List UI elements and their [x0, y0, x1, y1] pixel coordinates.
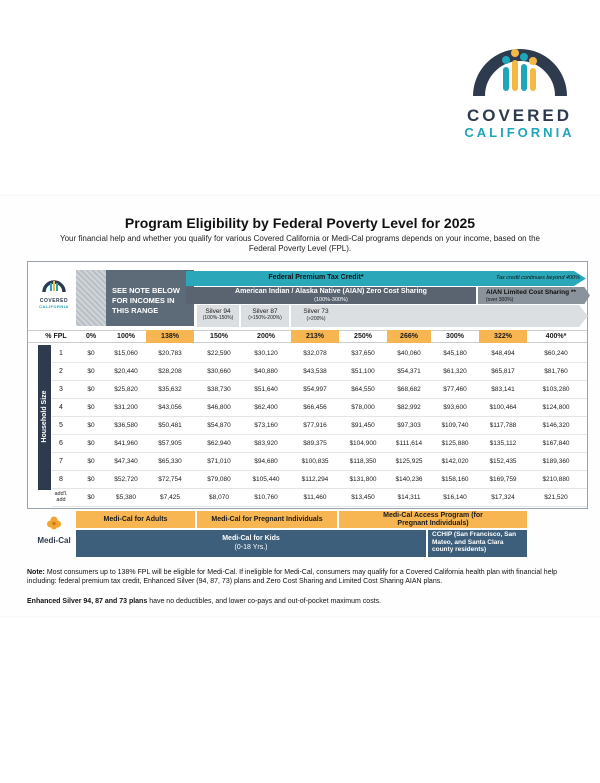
income-cell: $21,520: [544, 494, 568, 501]
household-size-value: 3: [59, 386, 63, 393]
enhanced-paragraph: [27, 597, 582, 606]
income-cell: $52,720: [114, 476, 138, 483]
household-size-value: 4: [59, 404, 63, 411]
aian-range: (100%-300%): [314, 297, 348, 303]
medi-cal-access-program: Medi-Cal Access Program (for Pregnant Individuals): [339, 511, 527, 528]
income-cell: $93,600: [443, 404, 467, 411]
income-cell: $35,632: [158, 386, 182, 393]
income-cell: $100,464: [489, 404, 517, 411]
income-cell: $97,303: [397, 422, 421, 429]
income-cell: $45,180: [443, 350, 467, 357]
income-cell: $25,820: [114, 386, 138, 393]
logo-arch-icon: [465, 22, 575, 102]
income-cell: $78,000: [351, 404, 375, 411]
income-cell: $47,340: [114, 458, 138, 465]
fpl-header-cell: 100%: [117, 333, 135, 340]
household-size-value: add'l. add: [54, 491, 68, 503]
chart-logo: [36, 271, 72, 311]
income-cell: $0: [87, 386, 95, 393]
income-cell: $54,371: [397, 368, 421, 375]
table-row: [52, 416, 587, 417]
income-cell: $79,080: [207, 476, 231, 483]
page-subtitle: Your financial help and whether you qualify for various Covered California or Medi-Cal programs depends on your income, based on the Federal Poverty Level (FPL).: [60, 234, 540, 253]
medi-cal-pregnant: Medi-Cal for Pregnant Individuals: [197, 511, 337, 528]
income-cell: $48,494: [491, 350, 515, 357]
income-cell: $210,880: [542, 476, 570, 483]
income-cell: $61,320: [443, 368, 467, 375]
household-size-value: 6: [59, 440, 63, 447]
income-cell: $77,916: [303, 422, 327, 429]
income-cell: $91,450: [351, 422, 375, 429]
poppy-icon: [46, 515, 62, 531]
table-row: [52, 362, 587, 363]
see-note-band: [106, 270, 194, 326]
income-cell: $16,140: [443, 494, 467, 501]
household-size-value: 2: [59, 368, 63, 375]
income-cell: $36,580: [114, 422, 138, 429]
chart-logo-word2: CALIFORNIA: [39, 304, 69, 309]
fpl-header-cell: 266%: [387, 330, 431, 343]
income-cell: $189,360: [542, 458, 570, 465]
income-cell: $82,992: [397, 404, 421, 411]
income-cell: $62,940: [207, 440, 231, 447]
income-cell: $89,375: [303, 440, 327, 447]
income-cell: $20,440: [114, 368, 138, 375]
ptc-beyond-label: Tax credit continues beyond 400%: [496, 275, 580, 281]
income-cell: $8,070: [209, 494, 229, 501]
fpl-header-cell: 322%: [479, 330, 527, 343]
income-cell: $100,835: [301, 458, 329, 465]
table-row: [52, 398, 587, 399]
note-label: Note:: [27, 569, 45, 576]
income-cell: $0: [87, 350, 95, 357]
chart-logo-word1: COVERED: [39, 298, 69, 304]
table-row: [52, 452, 587, 453]
income-cell: $65,330: [158, 458, 182, 465]
income-cell: $60,240: [544, 350, 568, 357]
income-cell: $146,320: [542, 422, 570, 429]
fpl-header-cell: 150%: [210, 333, 228, 340]
income-cell: $54,997: [303, 386, 327, 393]
income-cell: $152,435: [489, 458, 517, 465]
income-cell: $14,311: [397, 494, 421, 501]
income-cell: $103,280: [542, 386, 570, 393]
income-cell: $104,900: [349, 440, 377, 447]
income-cell: $0: [87, 476, 95, 483]
income-cell: $10,760: [254, 494, 278, 501]
income-cell: $51,640: [254, 386, 278, 393]
page-title: Program Eligibility by Federal Poverty Level for 2025: [124, 215, 476, 231]
income-cell: $0: [87, 368, 95, 375]
income-cell: $46,800: [207, 404, 231, 411]
note-text: Most consumers up to 138% FPL will be eligible for Medi-Cal. If ineligible for Medi-Cal, consumers may qualify for a Covered California health plan with financial help including: federal premium tax credit, Enhanced Silver (94, 87, 73) plans and Zero Cost Sharing and Limited Cost Sharing AIAN plans.: [27, 569, 558, 585]
income-cell: $40,060: [397, 350, 421, 357]
income-cell: $111,614: [395, 440, 423, 447]
income-cell: $32,078: [303, 350, 327, 357]
table-row: [52, 380, 587, 381]
income-cell: $94,680: [254, 458, 278, 465]
silver87-band: [241, 305, 289, 327]
income-cell: $0: [87, 494, 95, 501]
income-cell: $169,759: [489, 476, 517, 483]
silver94-label: Silver 94: [205, 308, 231, 315]
income-cell: $38,730: [207, 386, 231, 393]
aian-label: American Indian / Alaska Native (AIAN) Zero Cost Sharing: [235, 288, 427, 295]
income-cell: $20,783: [158, 350, 182, 357]
income-cell: $37,650: [351, 350, 375, 357]
logo-word-covered: COVERED: [466, 106, 573, 125]
income-cell: $40,880: [254, 368, 278, 375]
income-cell: $158,160: [441, 476, 469, 483]
income-cell: $117,788: [489, 422, 517, 429]
covered-california-logo: [452, 22, 587, 142]
fpl-header-cell: 400%*: [545, 333, 567, 340]
hatch-band-left: [76, 270, 106, 326]
aian-limited-range: (over 300%): [486, 297, 514, 303]
income-cell: $0: [87, 440, 95, 447]
income-cell: $109,740: [441, 422, 469, 429]
medi-cal-logo-text: Medi-Cal: [37, 536, 71, 545]
aian-limited-label: AIAN Limited Cost Sharing **: [486, 289, 576, 296]
income-cell: $66,456: [303, 404, 327, 411]
income-cell: $30,660: [207, 368, 231, 375]
silver94-band: [197, 305, 239, 327]
fpl-header-cell: 250%: [354, 333, 372, 340]
income-cell: $125,880: [441, 440, 469, 447]
medi-cal-adults: Medi-Cal for Adults: [76, 511, 195, 528]
income-cell: $124,800: [542, 404, 570, 411]
income-cell: $30,120: [254, 350, 278, 357]
income-cell: $5,380: [116, 494, 136, 501]
note-paragraph: [27, 568, 582, 586]
household-size-value: 1: [59, 350, 63, 357]
income-cell: $72,754: [158, 476, 182, 483]
income-cell: $140,236: [395, 476, 423, 483]
medi-cal-logo: [36, 515, 72, 549]
income-cell: $65,817: [491, 368, 515, 375]
household-size-label: Household Size: [41, 390, 48, 443]
income-cell: $50,481: [158, 422, 182, 429]
income-cell: $41,960: [114, 440, 138, 447]
income-cell: $43,538: [303, 368, 327, 375]
fpl-header-cell: 0%: [85, 333, 97, 340]
enhanced-label: Enhanced Silver 94, 87 and 73 plans: [27, 598, 148, 605]
household-size-value: 7: [59, 458, 63, 465]
income-cell: $51,100: [351, 368, 375, 375]
income-cell: $0: [87, 404, 95, 411]
income-cell: $54,870: [207, 422, 231, 429]
income-cell: $142,020: [441, 458, 469, 465]
income-cell: $81,760: [544, 368, 568, 375]
income-cell: $68,682: [397, 386, 421, 393]
income-cell: $0: [87, 422, 95, 429]
fpl-label: % FPL: [45, 333, 67, 340]
income-cell: $0: [87, 458, 95, 465]
table-row: [52, 470, 587, 471]
silver87-range: (>150%-200%): [248, 315, 282, 321]
income-cell: $83,920: [254, 440, 278, 447]
income-cell: $7,425: [160, 494, 180, 501]
medi-cal-kids-range: (0-18 Yrs.): [234, 544, 268, 551]
ptc-label: Federal Premium Tax Credit*: [268, 274, 364, 281]
fpl-header-cell: 138%: [146, 330, 194, 343]
medi-cal-kids-label: Medi-Cal for Kids: [222, 535, 280, 542]
income-cell: $11,460: [303, 494, 327, 501]
income-cell: $15,060: [114, 350, 138, 357]
income-cell: $22,590: [207, 350, 231, 357]
silver94-range: (100%-150%): [202, 315, 234, 321]
income-cell: $31,200: [114, 404, 138, 411]
fpl-header-cell: 213%: [291, 330, 339, 343]
income-cell: $62,400: [254, 404, 278, 411]
income-cell: $105,440: [252, 476, 280, 483]
enhanced-text: have no deductibles, and lower co-pays and out-of-pocket maximum costs.: [149, 598, 382, 605]
income-cell: $73,160: [254, 422, 278, 429]
income-cell: $28,208: [158, 368, 182, 375]
table-row: [52, 506, 587, 507]
income-cell: $17,324: [491, 494, 515, 501]
fpl-header-cell: 200%: [257, 333, 275, 340]
income-cell: $77,460: [443, 386, 467, 393]
income-cell: $43,056: [158, 404, 182, 411]
logo-word-california: CALIFORNIA: [464, 125, 575, 140]
chart-logo-arch-icon: [41, 271, 67, 293]
table-row: [52, 434, 587, 435]
income-cell: $57,905: [158, 440, 182, 447]
income-cell: $64,550: [351, 386, 375, 393]
income-cell: $112,294: [301, 476, 329, 483]
household-size-value: 5: [59, 422, 63, 429]
income-cell: $131,800: [349, 476, 377, 483]
income-cell: $167,840: [542, 440, 570, 447]
income-cell: $83,141: [491, 386, 515, 393]
silver87-label: Silver 87: [252, 308, 278, 315]
income-cell: $71,010: [207, 458, 231, 465]
cchip-band: CCHIP (San Francisco, San Mateo, and Santa Clara county residents): [428, 530, 527, 557]
income-cell: $13,450: [351, 494, 375, 501]
table-row: [52, 488, 587, 489]
silver73-range: (>200%): [306, 316, 326, 322]
income-cell: $135,112: [489, 440, 517, 447]
fpl-header-cell: 300%: [446, 333, 464, 340]
income-cell: $125,925: [395, 458, 423, 465]
household-size-value: 8: [59, 476, 63, 483]
silver73-label: Silver 73: [303, 308, 329, 315]
income-cell: $118,350: [349, 458, 377, 465]
see-note-text: SEE NOTE BELOW FOR INCOMES IN THIS RANGE: [112, 286, 180, 315]
